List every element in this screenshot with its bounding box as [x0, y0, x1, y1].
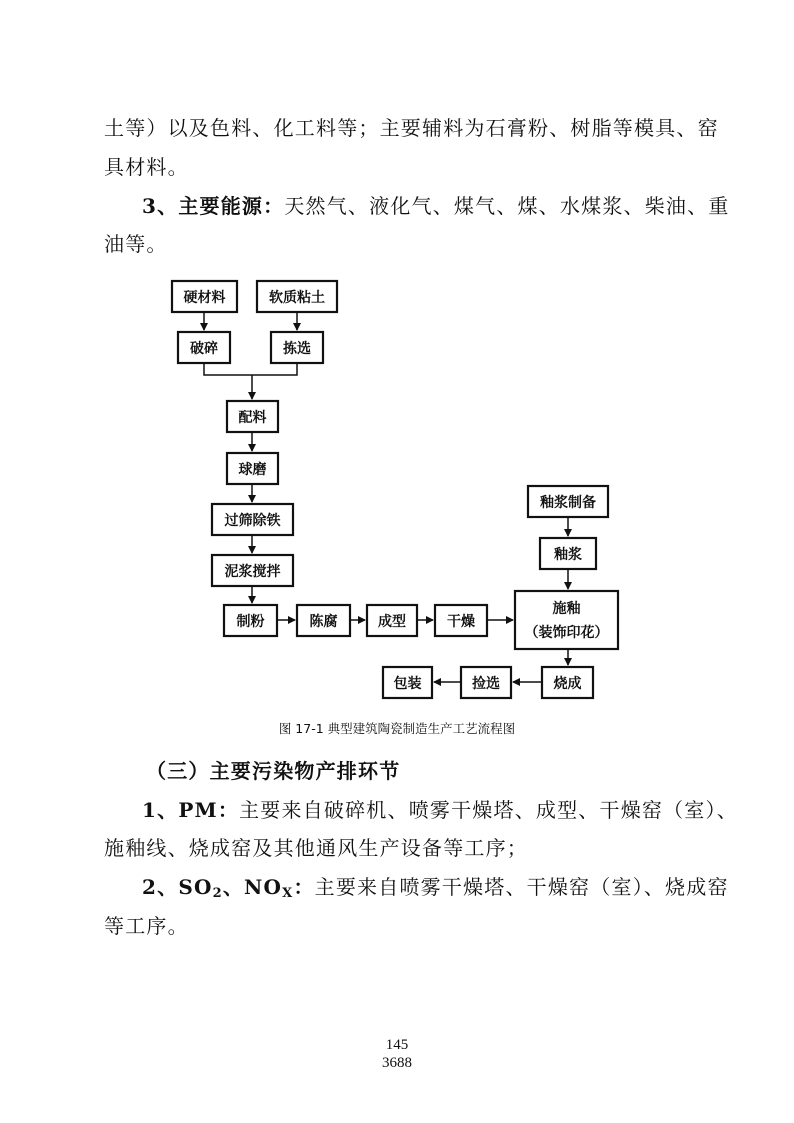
label-slurry-mixing: 泥浆搅拌 — [224, 564, 281, 580]
paragraph-line: 油等。 — [104, 232, 168, 256]
label-glaze-slurry: 釉浆 — [554, 547, 582, 563]
document-number: 3688 — [382, 1055, 412, 1071]
paragraph-line: 等工序。 — [104, 914, 189, 938]
label-sieving: 过筛除铁 — [224, 513, 281, 529]
label-glazing-decoration: （装饰印花） — [524, 625, 609, 641]
label-batching: 配料 — [238, 410, 267, 426]
so2-nox-label: 2、$SO_2$、$NO_X$： — [142, 875, 315, 901]
label-crushing: 破碎 — [190, 341, 218, 357]
label-forming: 成型 — [378, 614, 406, 630]
energy-label: 3、主要能源： — [142, 194, 285, 218]
section-heading: （三）主要污染物产排环节 — [146, 759, 401, 783]
label-hard-material: 硬材料 — [183, 290, 226, 306]
energy-text: 天然气、液化气、煤气、煤、水煤浆、柴油、重 — [284, 194, 730, 218]
pm-paragraph — [142, 798, 738, 822]
so2-nox-paragraph — [142, 875, 729, 899]
paragraph-line: 具材料。 — [104, 155, 189, 179]
label-picking: 捡选 — [472, 676, 500, 692]
label-drying: 干燥 — [447, 614, 475, 630]
so2-nox-text: 主要来自喷雾干燥塔、干燥窑（室）、烧成窑 — [314, 875, 729, 899]
page-number: 145 — [385, 1037, 409, 1053]
label-glazing: 施釉 — [552, 601, 581, 617]
label-packaging: 包装 — [393, 676, 422, 692]
label-aging: 陈腐 — [309, 614, 338, 630]
label-sorting: 拣选 — [283, 341, 311, 357]
label-glaze-prep: 釉浆制备 — [540, 495, 596, 511]
paragraph-line: 施釉线、烧成窑及其他通风生产设备等工序； — [104, 836, 528, 860]
label-ball-milling: 球磨 — [238, 462, 267, 478]
paragraph-line: 土等）以及色料、化工料等；主要辅料为石膏粉、树脂等模具、窑 — [104, 116, 719, 140]
figure-caption: 图 17-1 典型建筑陶瓷制造生产工艺流程图 — [278, 721, 516, 736]
label-powder-making: 制粉 — [236, 614, 265, 630]
pm-label: 1、PM： — [142, 798, 240, 822]
pm-text: 主要来自破碎机、喷雾干燥塔、成型、干燥窑（室）、 — [239, 798, 738, 822]
label-firing: 烧成 — [553, 676, 582, 692]
label-soft-clay: 软质粘土 — [269, 290, 325, 306]
